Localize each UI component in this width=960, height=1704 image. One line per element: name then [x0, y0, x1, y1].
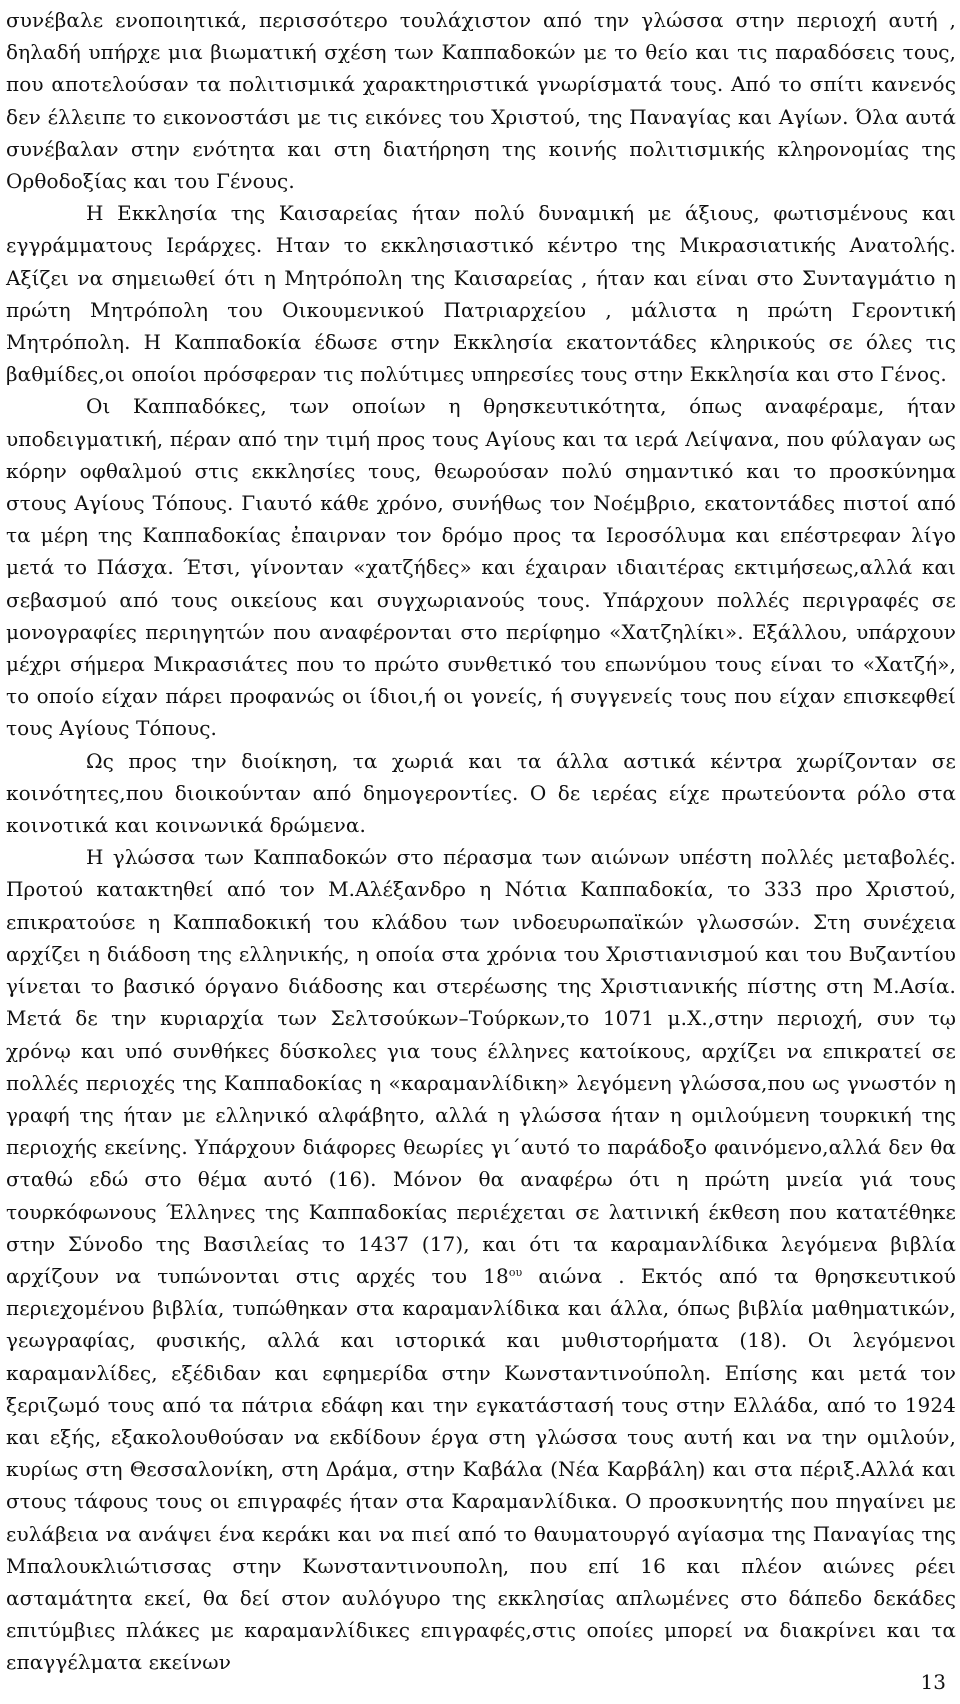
paragraph-3: Οι Καππαδόκες, των οποίων η θρησκευτικότητα, όπως αναφέραμε, ήταν υποδειγματική, πέραν από την τιμή προς τους Αγίους και τα ιερά Λείψανα, που φύλαγαν ως κόρην οφθαλμού στις εκκλησίες τους, θεωρούσαν πολύ σημαντικό και το προσκύνημα στους Αγίους Τόπους. Γιαυτό κάθε χρόνο, συνήθως τον Νοέμβριο, εκατοντάδες πιστοί από τα μέρη της Καππαδοκίας ἐπαιρναν τον δρόμο προς τα Ιεροσόλυμα και επέστρεφαν λίγο μετά το Πάσχα. Έτσι, γίνονταν «χατζήδες» και έχαιραν ιδιαιτέρας εκτιμήσεως,αλλά και σεβασμού από τους οικείους και συγχωριανούς τους. Υπάρχουν πολλές περιγραφές σε μονογραφίες περιηγητών που αναφέρονται στο περίφημο «Χατζηλίκι». Εξάλλου, υπάρχουν μέχρι σήμερα Μικρασιάτες που το πρώτο συνθετικό του επωνύμου τους είναι το «Χατζή», το οποίο είχαν πάρει προφανώς οι ίδιοι,ή οι γονείς, ή συγγενείς τους που είχαν επισκεφθεί τους Αγίους Τόπους. — [6, 394, 956, 741]
paragraph-5-text-after: αιώνα . Εκτός από τα θρησκευτικού περιεχομένου βιβλία, τυπώθηκαν στα καραμανλίδικα και άλλα, όπως βιβλία μαθηματικών, γεωγραφίας, φυσικής, αλλά και ιστορικά και μυθιστορήματα (18). Οι λεγόμενοι καραμανλίδες, εξέδιδαν και εφημερίδα στην Κωνσταντινούπολη. Επίσης και μετά τον ξεριζωμό τους από τα πάτρια εδάφη και την εγκατάστασή τους στην Ελλάδα, από το 1924 και εξής, εξακολουθούσαν να εκδίδουν έργα στη γλώσσα τους αυτή και να την ομιλούν, κυρίως στη Θεσσαλονίκη, στη Δράμα, στην Καβάλα (Νέα Καρβάλη) και στα πέριξ.Αλλά και στους τάφους τους οι επιγραφές ήταν στα Καραμανλίδικα. Ο προσκυνητής που πηγαίνει με ευλάβεια να ανάψει ένα κεράκι και να πιεί από το θαυματουργό αγίασμα της Παναγίας της Μπαλουκλιώτισσας στην Κωνσταντινουπολη, που επί 16 και πλέον αιώνες ρέει ασταμάτητα εκεί, θα δεί στον αυλόγυρο της εκκλησίας απλωμένες στο δάπεδο δεκάδες επιτύμβιες πλάκες με καραμανλίδικες επιγραφές,στις οποίες μπορεί να διακρίνει και τα επαγγέλματα εκείνων — [6, 1263, 956, 1675]
paragraph-1: συνέβαλε ενοποιητικά, περισσότερο τουλάχιστον από την γλώσσα στην περιοχή αυτή , δηλαδή υπήρχε μια βιωματική σχέση των Καππαδοκών με το θείο και τις παραδόσεις τους, που αποτελούσαν τα πολιτισμικά χαρακτηριστικά γνωρίσματά τους. Από το σπίτι κανενός δεν έλλειπε το εικονοστάσι με τις εικόνες του Χριστού, της Παναγίας και Αγίων. Όλα αυτά συνέβαλαν στην ενότητα και στη διατήρηση της κοινής πολιτισμικής κληρονομίας της Ορθοδοξίας και του Γένους. — [6, 8, 956, 194]
paragraph-4: Ως προς την διοίκηση, τα χωριά και τα άλλα αστικά κέντρα χωρίζονταν σε κοινότητες,που διοικούνταν από δημογεροντίες. Ο δε ιερέας είχε πρωτεύοντα ρόλο στα κοινοτικά και κοινωνικά δρώμενα. — [6, 748, 956, 838]
ordinal-superscript: ου — [508, 1265, 523, 1279]
page-number: 13 — [920, 1670, 946, 1694]
paragraph-5-text-before: Η γλώσσα των Καππαδοκών στο πέρασμα των αιώνων υπέστη πολλές μεταβολές. Προτού κατακτηθεί από τον Μ.Αλέξανδρο η Νότια Καππαδοκία, το 333 προ Χριστού, επικρατούσε η Καππαδοκική του κλάδου των ινδοευρωπαϊκών γλωσσών. Στη συνέχεια αρχίζει η διάδοση της ελληνικής, η οποία στα χρόνια του Χριστιανισμού και του Βυζαντίου γίνεται το βασικό όργανο διάδοσης και στερέωσης της Χριστιανικής πίστης στη Μ.Ασία. Μετά δε την κυριαρχία των Σελτσούκων–Τούρκων,το 1071 μ.Χ.,στην περιοχή, συν τῳ χρόνῳ και υπό συνθήκες δύσκολες για τους έλληνες κατοίκους, αρχίζει να επικρατεί σε πολλές περιοχές της Καππαδοκίας η «καραμανλίδικη» λεγόμενη γλώσσα,που ως γνωστόν η γραφή της ήταν με ελληνικό αλφάβητο, αλλά η γλώσσα ήταν η ομιλούμενη τουρκική της περιοχής εκείνης. Υπάρχουν διάφορες θεωρίες γι΄αυτό το παράδοξο φαινόμενο,αλλά δεν θα σταθώ εδώ στο θέμα αυτό (16). Μόνον θα αναφέρω ότι η πρώτη μνεία γιά τους τουρκόφωνους Έλληνες της Καππαδοκίας περιέχεται σε λατινική έκθεση που κατατέθηκε στην Σύνοδο της Βασιλείας το 1437 (17), και ότι τα καραμανλίδικα λεγόμενα βιβλία αρχίζουν να τυπώνονται στις αρχές του 18 — [6, 845, 956, 1288]
body-text — [6, 4, 956, 1679]
paragraph-5 — [6, 841, 956, 1678]
paragraph-2: Η Εκκλησία της Καισαρείας ήταν πολύ δυναμική με άξιους, φωτισμένους και εγγράμματους Ιεράρχες. Ηταν το εκκλησιαστικό κέντρο της Μικρασιατικής Ανατολής. Αξίζει να σημειωθεί ότι η Μητρόπολη της Καισαρείας , ήταν και είναι στο Συνταγμάτιο η πρώτη Μητρόπολη του Οικουμενικού Πατριαρχείου , μάλιστα η πρώτη Γεροντική Μητρόπολη. Η Καππαδοκία έδωσε στην Εκκλησία εκατοντάδες κληρικούς σε όλες τις βαθμίδες,οι οποίοι πρόσφεραν τις πολύτιμες υπηρεσίες τους στην Εκκλησία και στο Γένος. — [6, 201, 956, 387]
